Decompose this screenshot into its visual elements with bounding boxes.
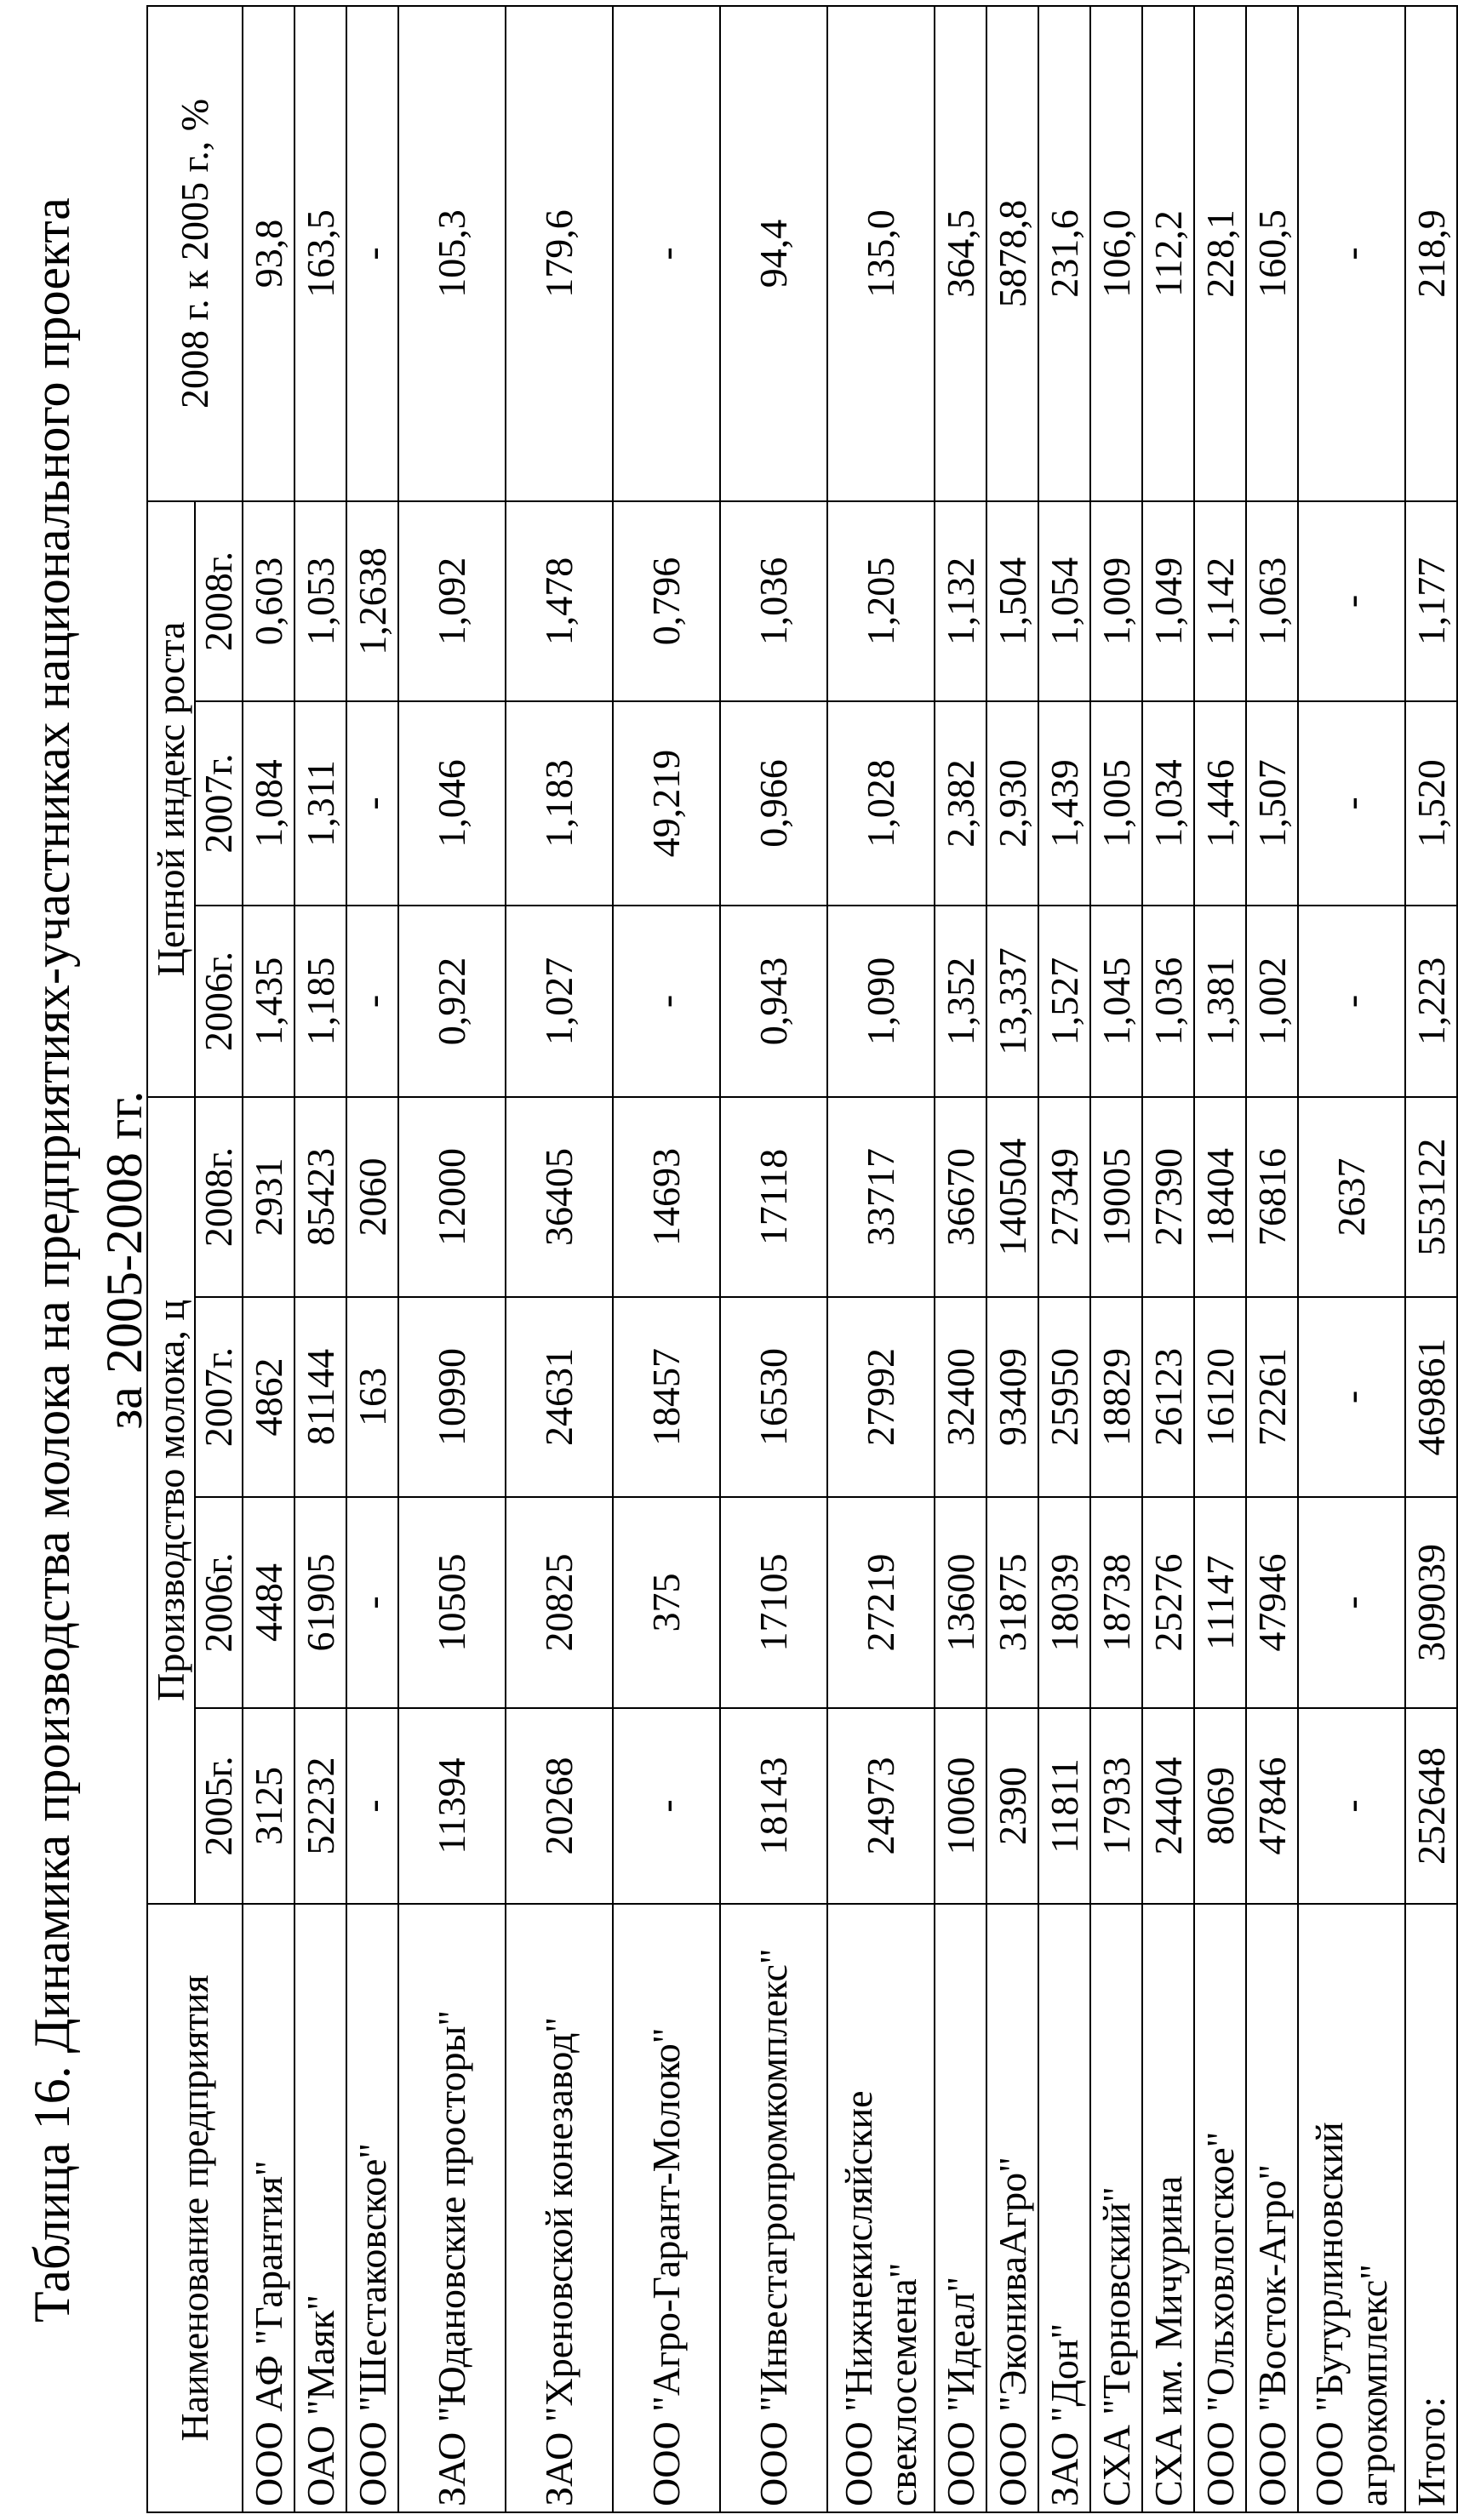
production-cell: 4862 — [243, 1297, 294, 1497]
production-cell: 2931 — [243, 1097, 294, 1297]
production-cell: 27219 — [827, 1497, 935, 1708]
index-cell: 1,352 — [935, 906, 986, 1097]
index-cell: 0,603 — [243, 501, 294, 701]
header-year: 2007г. — [195, 1297, 243, 1497]
table-row — [1090, 6, 1142, 2512]
index-cell: 1,045 — [1090, 906, 1142, 1097]
ratio-cell: 160,5 — [1246, 6, 1298, 501]
header-year: 2006г. — [195, 1497, 243, 1708]
milk-production-table — [146, 5, 1458, 2513]
production-cell: 26123 — [1142, 1297, 1194, 1497]
index-cell: 1,439 — [1038, 701, 1090, 906]
production-cell: - — [1298, 1497, 1405, 1708]
index-cell: 1,005 — [1090, 701, 1142, 906]
index-cell: 1,205 — [827, 501, 935, 701]
index-cell: - — [613, 906, 720, 1097]
index-cell: 1,036 — [720, 501, 827, 701]
table-body — [243, 6, 1457, 2512]
table-title: Таблица 16. Динамика производства молока на предприятиях-участниках национального проекта — [24, 197, 80, 2323]
production-cell: - — [346, 1708, 398, 1904]
production-cell: 140504 — [986, 1097, 1038, 1297]
index-cell: 1,036 — [1142, 906, 1194, 1097]
index-cell: 1,053 — [294, 501, 346, 701]
index-cell: 49,219 — [613, 701, 720, 906]
ratio-cell: 135,0 — [827, 6, 935, 501]
production-cell: 10990 — [398, 1297, 506, 1497]
company-name-cell: ООО "Ольховлогское" — [1194, 1904, 1246, 2512]
company-name-cell: ООО "Восток-Агро" — [1246, 1904, 1298, 2512]
company-name-cell: ООО "Нижнекисляйские свеклосемена" — [827, 1904, 935, 2512]
index-cell: 1,446 — [1194, 701, 1246, 906]
production-cell: 32400 — [935, 1297, 986, 1497]
index-cell: - — [1298, 701, 1405, 906]
index-cell: 1,507 — [1246, 701, 1298, 906]
production-cell: 24973 — [827, 1708, 935, 1904]
index-cell: 1,183 — [506, 701, 613, 906]
index-cell: 0,966 — [720, 701, 827, 906]
production-cell: 16530 — [720, 1297, 827, 1497]
production-cell: 252648 — [1405, 1708, 1457, 1904]
production-cell: 24631 — [506, 1297, 613, 1497]
production-cell: 2060 — [346, 1097, 398, 1297]
ratio-cell: 5878,8 — [986, 6, 1038, 501]
production-cell: 4484 — [243, 1497, 294, 1708]
production-cell: 18457 — [613, 1297, 720, 1497]
production-cell: 553122 — [1405, 1097, 1457, 1297]
index-cell: 1,527 — [1038, 906, 1090, 1097]
production-cell: 2390 — [986, 1708, 1038, 1904]
table-row — [506, 6, 613, 2512]
ratio-cell: 218,9 — [1405, 6, 1457, 501]
company-name-cell: ООО "Бутурлиновский агрокомплекс" — [1298, 1904, 1405, 2512]
header-company-name: Наименование предприятия — [147, 1904, 243, 2512]
table-row — [935, 6, 986, 2512]
production-cell: 93409 — [986, 1297, 1038, 1497]
index-cell: 1,027 — [506, 906, 613, 1097]
ratio-cell: 106,0 — [1090, 6, 1142, 501]
production-cell: 33717 — [827, 1097, 935, 1297]
company-name-cell: ОАО "Маяк" — [294, 1904, 346, 2512]
index-cell: - — [1298, 501, 1405, 701]
production-cell: 27992 — [827, 1297, 935, 1497]
table-row — [1142, 6, 1194, 2512]
production-cell: 18738 — [1090, 1497, 1142, 1708]
production-cell: - — [1298, 1297, 1405, 1497]
production-cell: 10060 — [935, 1708, 986, 1904]
ratio-cell: - — [346, 6, 398, 501]
index-cell: 1,034 — [1142, 701, 1194, 906]
header-ratio: 2008 г. к 2005 г., % — [147, 6, 243, 501]
production-cell: 10505 — [398, 1497, 506, 1708]
company-name-cell: Итого: — [1405, 1904, 1457, 2512]
index-cell: - — [346, 701, 398, 906]
index-cell: 1,478 — [506, 501, 613, 701]
ratio-cell: 105,3 — [398, 6, 506, 501]
production-cell: 52232 — [294, 1708, 346, 1904]
production-cell: 11147 — [1194, 1497, 1246, 1708]
production-cell: 12000 — [398, 1097, 506, 1297]
table-title-period: за 2005-2008 гг. — [96, 1090, 152, 1430]
production-cell: 163 — [346, 1297, 398, 1497]
company-name-cell: ЗАО "Дон" — [1038, 1904, 1090, 2512]
production-cell: 469861 — [1405, 1297, 1457, 1497]
index-cell: 1,090 — [827, 906, 935, 1097]
table-row — [294, 6, 346, 2512]
index-cell: 0,922 — [398, 906, 506, 1097]
production-cell: 19005 — [1090, 1097, 1142, 1297]
header-year: 2008г. — [195, 1097, 243, 1297]
index-cell: 2,382 — [935, 701, 986, 906]
index-cell: 1,084 — [243, 701, 294, 906]
production-cell: 36670 — [935, 1097, 986, 1297]
company-name-cell: ООО "Агро-Гарант-Молоко" — [613, 1904, 720, 2512]
production-cell: 25950 — [1038, 1297, 1090, 1497]
company-name-cell: СХА "Терновский" — [1090, 1904, 1142, 2512]
table-row — [346, 6, 398, 2512]
index-cell: 1,142 — [1194, 501, 1246, 701]
production-cell: 72261 — [1246, 1297, 1298, 1497]
index-cell: 1,381 — [1194, 906, 1246, 1097]
table-row — [986, 6, 1038, 2512]
production-cell: 47946 — [1246, 1497, 1298, 1708]
index-cell: 1,049 — [1142, 501, 1194, 701]
production-cell: 375 — [613, 1497, 720, 1708]
index-cell: 1,223 — [1405, 906, 1457, 1097]
production-cell: 17118 — [720, 1097, 827, 1297]
ratio-cell: 93,8 — [243, 6, 294, 501]
table-row — [1194, 6, 1246, 2512]
index-cell: 1,046 — [398, 701, 506, 906]
production-cell: 18829 — [1090, 1297, 1142, 1497]
production-cell: 3125 — [243, 1708, 294, 1904]
table-row — [398, 6, 506, 2512]
index-cell: 1,063 — [1246, 501, 1298, 701]
index-cell: 1,028 — [827, 701, 935, 906]
index-cell: 0,943 — [720, 906, 827, 1097]
production-cell: 11811 — [1038, 1708, 1090, 1904]
production-cell: 17933 — [1090, 1708, 1142, 1904]
index-cell: 1,002 — [1246, 906, 1298, 1097]
table-row — [827, 6, 935, 2512]
production-cell: 18404 — [1194, 1097, 1246, 1297]
index-cell: 1,009 — [1090, 501, 1142, 701]
header-index-year: 2006г. — [195, 906, 243, 1097]
production-cell: 24404 — [1142, 1708, 1194, 1904]
index-cell: 1,311 — [294, 701, 346, 906]
table-row — [1298, 6, 1405, 2512]
company-name-cell: ООО АФ "Гарантия" — [243, 1904, 294, 2512]
production-cell: 27349 — [1038, 1097, 1090, 1297]
index-cell: 0,796 — [613, 501, 720, 701]
company-name-cell: ООО "ЭкониваАгро" — [986, 1904, 1038, 2512]
ratio-cell: 163,5 — [294, 6, 346, 501]
index-cell: 2,930 — [986, 701, 1038, 906]
index-cell: 1,520 — [1405, 701, 1457, 906]
index-cell: 1,504 — [986, 501, 1038, 701]
header-index-year: 2008г. — [195, 501, 243, 701]
ratio-cell: 112,2 — [1142, 6, 1194, 501]
production-cell: - — [613, 1708, 720, 1904]
index-cell: - — [346, 906, 398, 1097]
header-production-group: Производство молока, ц — [147, 1097, 195, 1904]
header-index-group: Цепной индекс роста — [147, 501, 195, 1097]
production-cell: 2637 — [1298, 1097, 1405, 1297]
production-cell: 17105 — [720, 1497, 827, 1708]
production-cell: 81144 — [294, 1297, 346, 1497]
production-cell: 27390 — [1142, 1097, 1194, 1297]
production-cell: 309039 — [1405, 1497, 1457, 1708]
index-cell: 1,054 — [1038, 501, 1090, 701]
header-year: 2005г. — [195, 1708, 243, 1904]
production-cell: 11394 — [398, 1708, 506, 1904]
table-row — [243, 6, 294, 2512]
index-cell: 13,337 — [986, 906, 1038, 1097]
company-name-cell: ЗАО "Хреновской конезавод" — [506, 1904, 613, 2512]
table-row — [1246, 6, 1298, 2512]
table-row — [720, 6, 827, 2512]
production-cell: 31875 — [986, 1497, 1038, 1708]
company-name-cell: ЗАО "Юдановские просторы" — [398, 1904, 506, 2512]
company-name-cell: СХА им. Мичурина — [1142, 1904, 1194, 2512]
production-cell: 8069 — [1194, 1708, 1246, 1904]
index-cell: - — [1298, 906, 1405, 1097]
index-cell: 1,435 — [243, 906, 294, 1097]
production-cell: 20825 — [506, 1497, 613, 1708]
production-cell: 16120 — [1194, 1297, 1246, 1497]
table-row — [1405, 6, 1457, 2512]
ratio-cell: - — [613, 6, 720, 501]
production-cell: 18143 — [720, 1708, 827, 1904]
table-row — [1038, 6, 1090, 2512]
ratio-cell: 228,1 — [1194, 6, 1246, 501]
index-cell: 1,2638 — [346, 501, 398, 701]
production-cell: 36405 — [506, 1097, 613, 1297]
production-cell: 20268 — [506, 1708, 613, 1904]
index-cell: 1,185 — [294, 906, 346, 1097]
production-cell: 13600 — [935, 1497, 986, 1708]
production-cell: 85423 — [294, 1097, 346, 1297]
production-cell: 76816 — [1246, 1097, 1298, 1297]
production-cell: 47846 — [1246, 1708, 1298, 1904]
ratio-cell: 231,6 — [1038, 6, 1090, 501]
production-cell: - — [1298, 1708, 1405, 1904]
production-cell: 18039 — [1038, 1497, 1090, 1708]
production-cell: 14693 — [613, 1097, 720, 1297]
company-name-cell: ООО "Инвестагропромкомплекс" — [720, 1904, 827, 2512]
production-cell: 61905 — [294, 1497, 346, 1708]
ratio-cell: 364,5 — [935, 6, 986, 501]
table-row — [613, 6, 720, 2512]
production-cell: - — [346, 1497, 398, 1708]
production-cell: 25276 — [1142, 1497, 1194, 1708]
company-name-cell: ООО "Шестаковское" — [346, 1904, 398, 2512]
company-name-cell: ООО "Идеал" — [935, 1904, 986, 2512]
ratio-cell: 94,4 — [720, 6, 827, 501]
index-cell: 1,132 — [935, 501, 986, 701]
index-cell: 1,177 — [1405, 501, 1457, 701]
index-cell: 1,092 — [398, 501, 506, 701]
ratio-cell: 179,6 — [506, 6, 613, 501]
header-index-year: 2007г. — [195, 701, 243, 906]
ratio-cell: - — [1298, 6, 1405, 501]
